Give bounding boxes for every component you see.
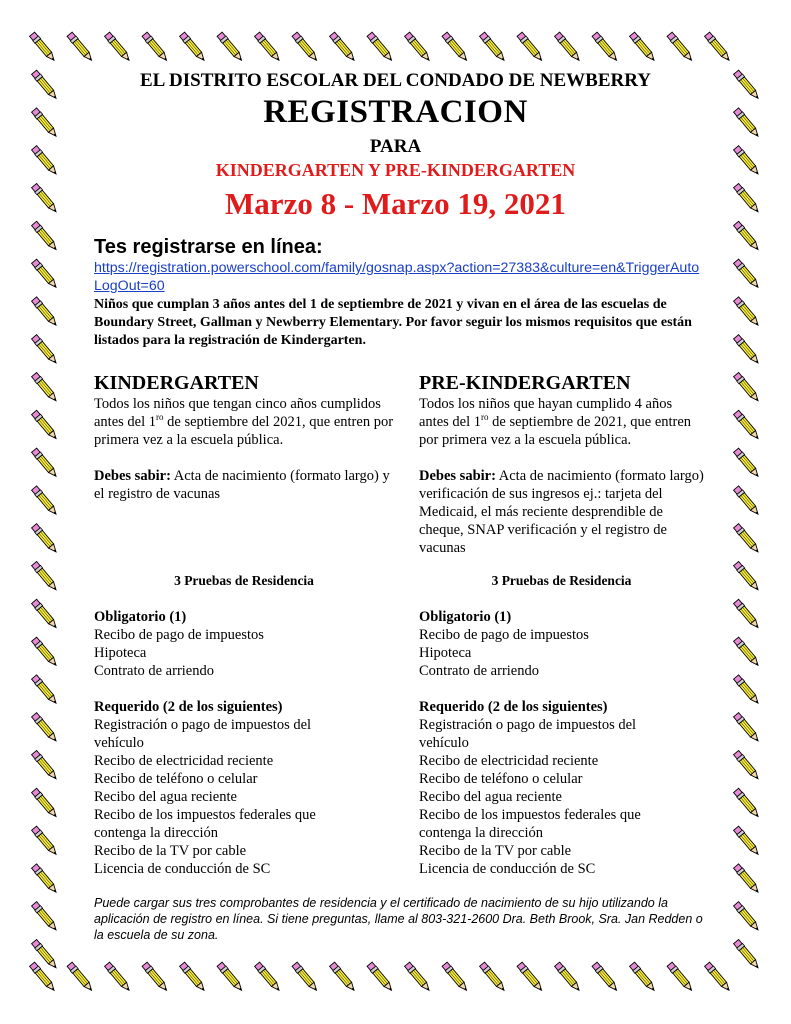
- pencil-icon: [31, 712, 59, 743]
- prekindergarten-intro-sup: ro: [481, 412, 489, 423]
- pencil-icon: [733, 372, 761, 403]
- mandatory-item: Hipoteca: [94, 645, 147, 661]
- pencil-icon: [31, 864, 59, 895]
- kindergarten-column: [94, 371, 394, 503]
- residency-title: 3 Pruebas de Residencia: [491, 573, 632, 588]
- kindergarten-requirements: [94, 467, 394, 503]
- mandatory-item: Contrato de arriendo: [419, 663, 539, 679]
- pencil-icon: [404, 962, 432, 993]
- pencil-icon: [292, 962, 320, 993]
- prekindergarten-must-text: Acta de nacimiento (formato largo) verificación de sus ingresos ej.: tarjeta del Medicaid, el más reciente desprendible de cheque, SNAP verificación y el registro de vacunas: [419, 468, 704, 556]
- pencil-icon: [104, 32, 132, 63]
- pencil-icon: [31, 750, 59, 781]
- pencil-icon: [733, 750, 761, 781]
- required-item: Registración o pago de impuestos del vehículo: [419, 717, 637, 751]
- pencil-icon: [292, 32, 320, 63]
- pencil-icon: [733, 259, 761, 290]
- pencil-icon: [479, 962, 507, 993]
- pencil-icon: [142, 32, 170, 63]
- pencil-icon: [733, 637, 761, 668]
- pencil-icon: [667, 962, 695, 993]
- required-item: Recibo del agua reciente: [94, 789, 237, 805]
- registration-dates: Marzo 8 - Marzo 19, 2021: [225, 186, 566, 221]
- footer-note: Puede cargar sus tres comprobantes de residencia y el certificado de nacimiento de su hijo utilizando la aplicación de registro en línea. Si tiene preguntas, llame al 803-321-2600 Dra. Beth Brook, Sra. Jan Redden o la escuela de su zona.: [94, 896, 703, 942]
- residency-right: [419, 572, 704, 878]
- pencil-icon: [704, 32, 732, 63]
- pencil-icon: [733, 675, 761, 706]
- required-item: Registración o pago de impuestos del vehículo: [94, 717, 312, 751]
- pencil-icon: [329, 32, 357, 63]
- pencil-icon: [442, 32, 470, 63]
- mandatory-item: Recibo de pago de impuestos: [94, 627, 264, 643]
- pencil-icon: [29, 32, 57, 63]
- pencil-icon: [142, 962, 170, 993]
- pencil-icon: [31, 788, 59, 819]
- kindergarten-intro-sup: ro: [156, 412, 164, 423]
- pencil-icon: [254, 962, 282, 993]
- mandatory-item: Contrato de arriendo: [94, 663, 214, 679]
- grades-heading: KINDERGARTEN Y PRE-KINDERGARTEN: [215, 160, 576, 180]
- pencil-icon: [667, 32, 695, 63]
- pencil-icon: [367, 32, 395, 63]
- pencil-icon: [554, 32, 582, 63]
- pencil-icon: [31, 637, 59, 668]
- pencil-icon: [733, 523, 761, 554]
- required-item: Recibo de la TV por cable: [419, 843, 572, 859]
- pencil-icon: [733, 599, 761, 630]
- pencil-icon: [179, 32, 207, 63]
- required-item: Recibo del agua reciente: [419, 789, 562, 805]
- pencil-icon: [367, 962, 395, 993]
- pencil-icon: [404, 32, 432, 63]
- pencil-icon: [517, 32, 545, 63]
- pencil-icon: [592, 962, 620, 993]
- prekindergarten-intro-b: de septiembre de 2021, que entren por primera vez a la escuela pública.: [419, 414, 692, 448]
- pencil-icon: [733, 297, 761, 328]
- pencil-icon: [31, 221, 59, 252]
- kindergarten-intro-a: Todos los niños que tengan cinco años cumplidos antes del 1: [94, 396, 381, 430]
- kindergarten-intro-b: de septiembre del 2021, que entren por primera vez a la escuela pública.: [94, 414, 394, 448]
- required-item: Recibo de los impuestos federales que contenga la dirección: [94, 807, 316, 841]
- pencil-icon: [733, 561, 761, 592]
- kindergarten-title: KINDERGARTEN: [94, 372, 259, 394]
- pencil-icon: [733, 448, 761, 479]
- pencil-icon: [31, 410, 59, 441]
- required-item: Recibo de electricidad reciente: [94, 753, 274, 769]
- mandatory-label: Obligatorio (1): [94, 609, 187, 625]
- pencil-icon: [733, 864, 761, 895]
- pencil-icon: [217, 32, 245, 63]
- pencil-icon: [217, 962, 245, 993]
- pencil-icon: [31, 675, 59, 706]
- registration-link[interactable]: https://registration.powerschool.com/family/gosnap.aspx?action=27383&culture=en&TriggerAutoLogOut=60: [94, 260, 700, 294]
- pencil-icon: [733, 334, 761, 365]
- pencil-icon: [31, 448, 59, 479]
- pencil-icon: [31, 901, 59, 932]
- pencil-icon: [31, 486, 59, 517]
- required-item: Licencia de conducción de SC: [94, 861, 271, 877]
- pencil-icon: [31, 826, 59, 857]
- required-item: Recibo de los impuestos federales que contenga la dirección: [419, 807, 641, 841]
- pencil-icon: [629, 962, 657, 993]
- pencil-icon: [479, 32, 507, 63]
- online-description: Niños que cumplan 3 años antes del 1 de septiembre de 2021 y vivan en el área de las escuelas de Boundary Street, Gallman y Newberry Elementary. Por favor seguir los mismos requisitos que están listados para la registración de Kindergarten.: [94, 297, 692, 348]
- pencil-icon: [31, 599, 59, 630]
- required-item: Recibo de la TV por cable: [94, 843, 247, 859]
- pencil-icon: [733, 486, 761, 517]
- required-item: Recibo de teléfono o celular: [94, 771, 258, 787]
- pencil-icon: [31, 372, 59, 403]
- pencil-icon: [733, 939, 761, 970]
- para-text: PARA: [369, 136, 422, 157]
- pencil-icon: [592, 32, 620, 63]
- kindergarten-must-text: Acta de nacimiento (formato largo) y el registro de vacunas: [94, 468, 390, 502]
- pencil-icon: [329, 962, 357, 993]
- pencil-icon: [254, 32, 282, 63]
- pencil-icon: [733, 712, 761, 743]
- mandatory-label: Obligatorio (1): [419, 609, 512, 625]
- pencil-icon: [67, 32, 95, 63]
- prekindergarten-title: PRE-KINDERGARTEN: [419, 372, 631, 394]
- prekindergarten-requirements: [419, 467, 704, 557]
- pencil-icon: [733, 410, 761, 441]
- pencil-icon: [31, 259, 59, 290]
- pencil-icon: [704, 962, 732, 993]
- prekindergarten-intro: [419, 395, 704, 449]
- prekindergarten-column: [419, 371, 704, 557]
- pencil-icon: [517, 962, 545, 993]
- pencil-icon: [442, 962, 470, 993]
- district-title: EL DISTRITO ESCOLAR DEL CONDADO DE NEWBERRY: [139, 70, 652, 91]
- pencil-icon: [31, 334, 59, 365]
- required-label: Requerido (2 de los siguientes): [419, 699, 608, 715]
- kindergarten-intro: [94, 395, 394, 449]
- online-title: Tes registrarse en línea:: [94, 236, 323, 258]
- pencil-icon: [733, 826, 761, 857]
- required-item: Recibo de electricidad reciente: [419, 753, 599, 769]
- pencil-icon: [104, 962, 132, 993]
- required-item: Recibo de teléfono o celular: [419, 771, 583, 787]
- pencil-icon: [179, 962, 207, 993]
- prekindergarten-intro-a: Todos los niños que hayan cumplido 4 años antes del 1: [419, 396, 673, 430]
- registration-heading: REGISTRACION: [263, 94, 528, 130]
- residency-title: 3 Pruebas de Residencia: [174, 573, 314, 588]
- pencil-icon: [31, 297, 59, 328]
- pencil-icon: [67, 962, 95, 993]
- mandatory-item: Recibo de pago de impuestos: [419, 627, 589, 643]
- prekindergarten-must-label: Debes sabir:: [419, 468, 496, 484]
- pencil-icon: [31, 561, 59, 592]
- pencil-icon: [554, 962, 582, 993]
- required-label: Requerido (2 de los siguientes): [94, 699, 283, 715]
- pencil-icon: [733, 788, 761, 819]
- kindergarten-must-label: Debes sabir:: [94, 468, 171, 484]
- required-item: Licencia de conducción de SC: [419, 861, 596, 877]
- pencil-icon: [733, 901, 761, 932]
- residency-left: [94, 572, 394, 878]
- online-registration-section: [94, 236, 704, 350]
- pencil-icon: [629, 32, 657, 63]
- pencil-icon: [31, 523, 59, 554]
- mandatory-item: Hipoteca: [419, 645, 472, 661]
- pencil-icon: [733, 221, 761, 252]
